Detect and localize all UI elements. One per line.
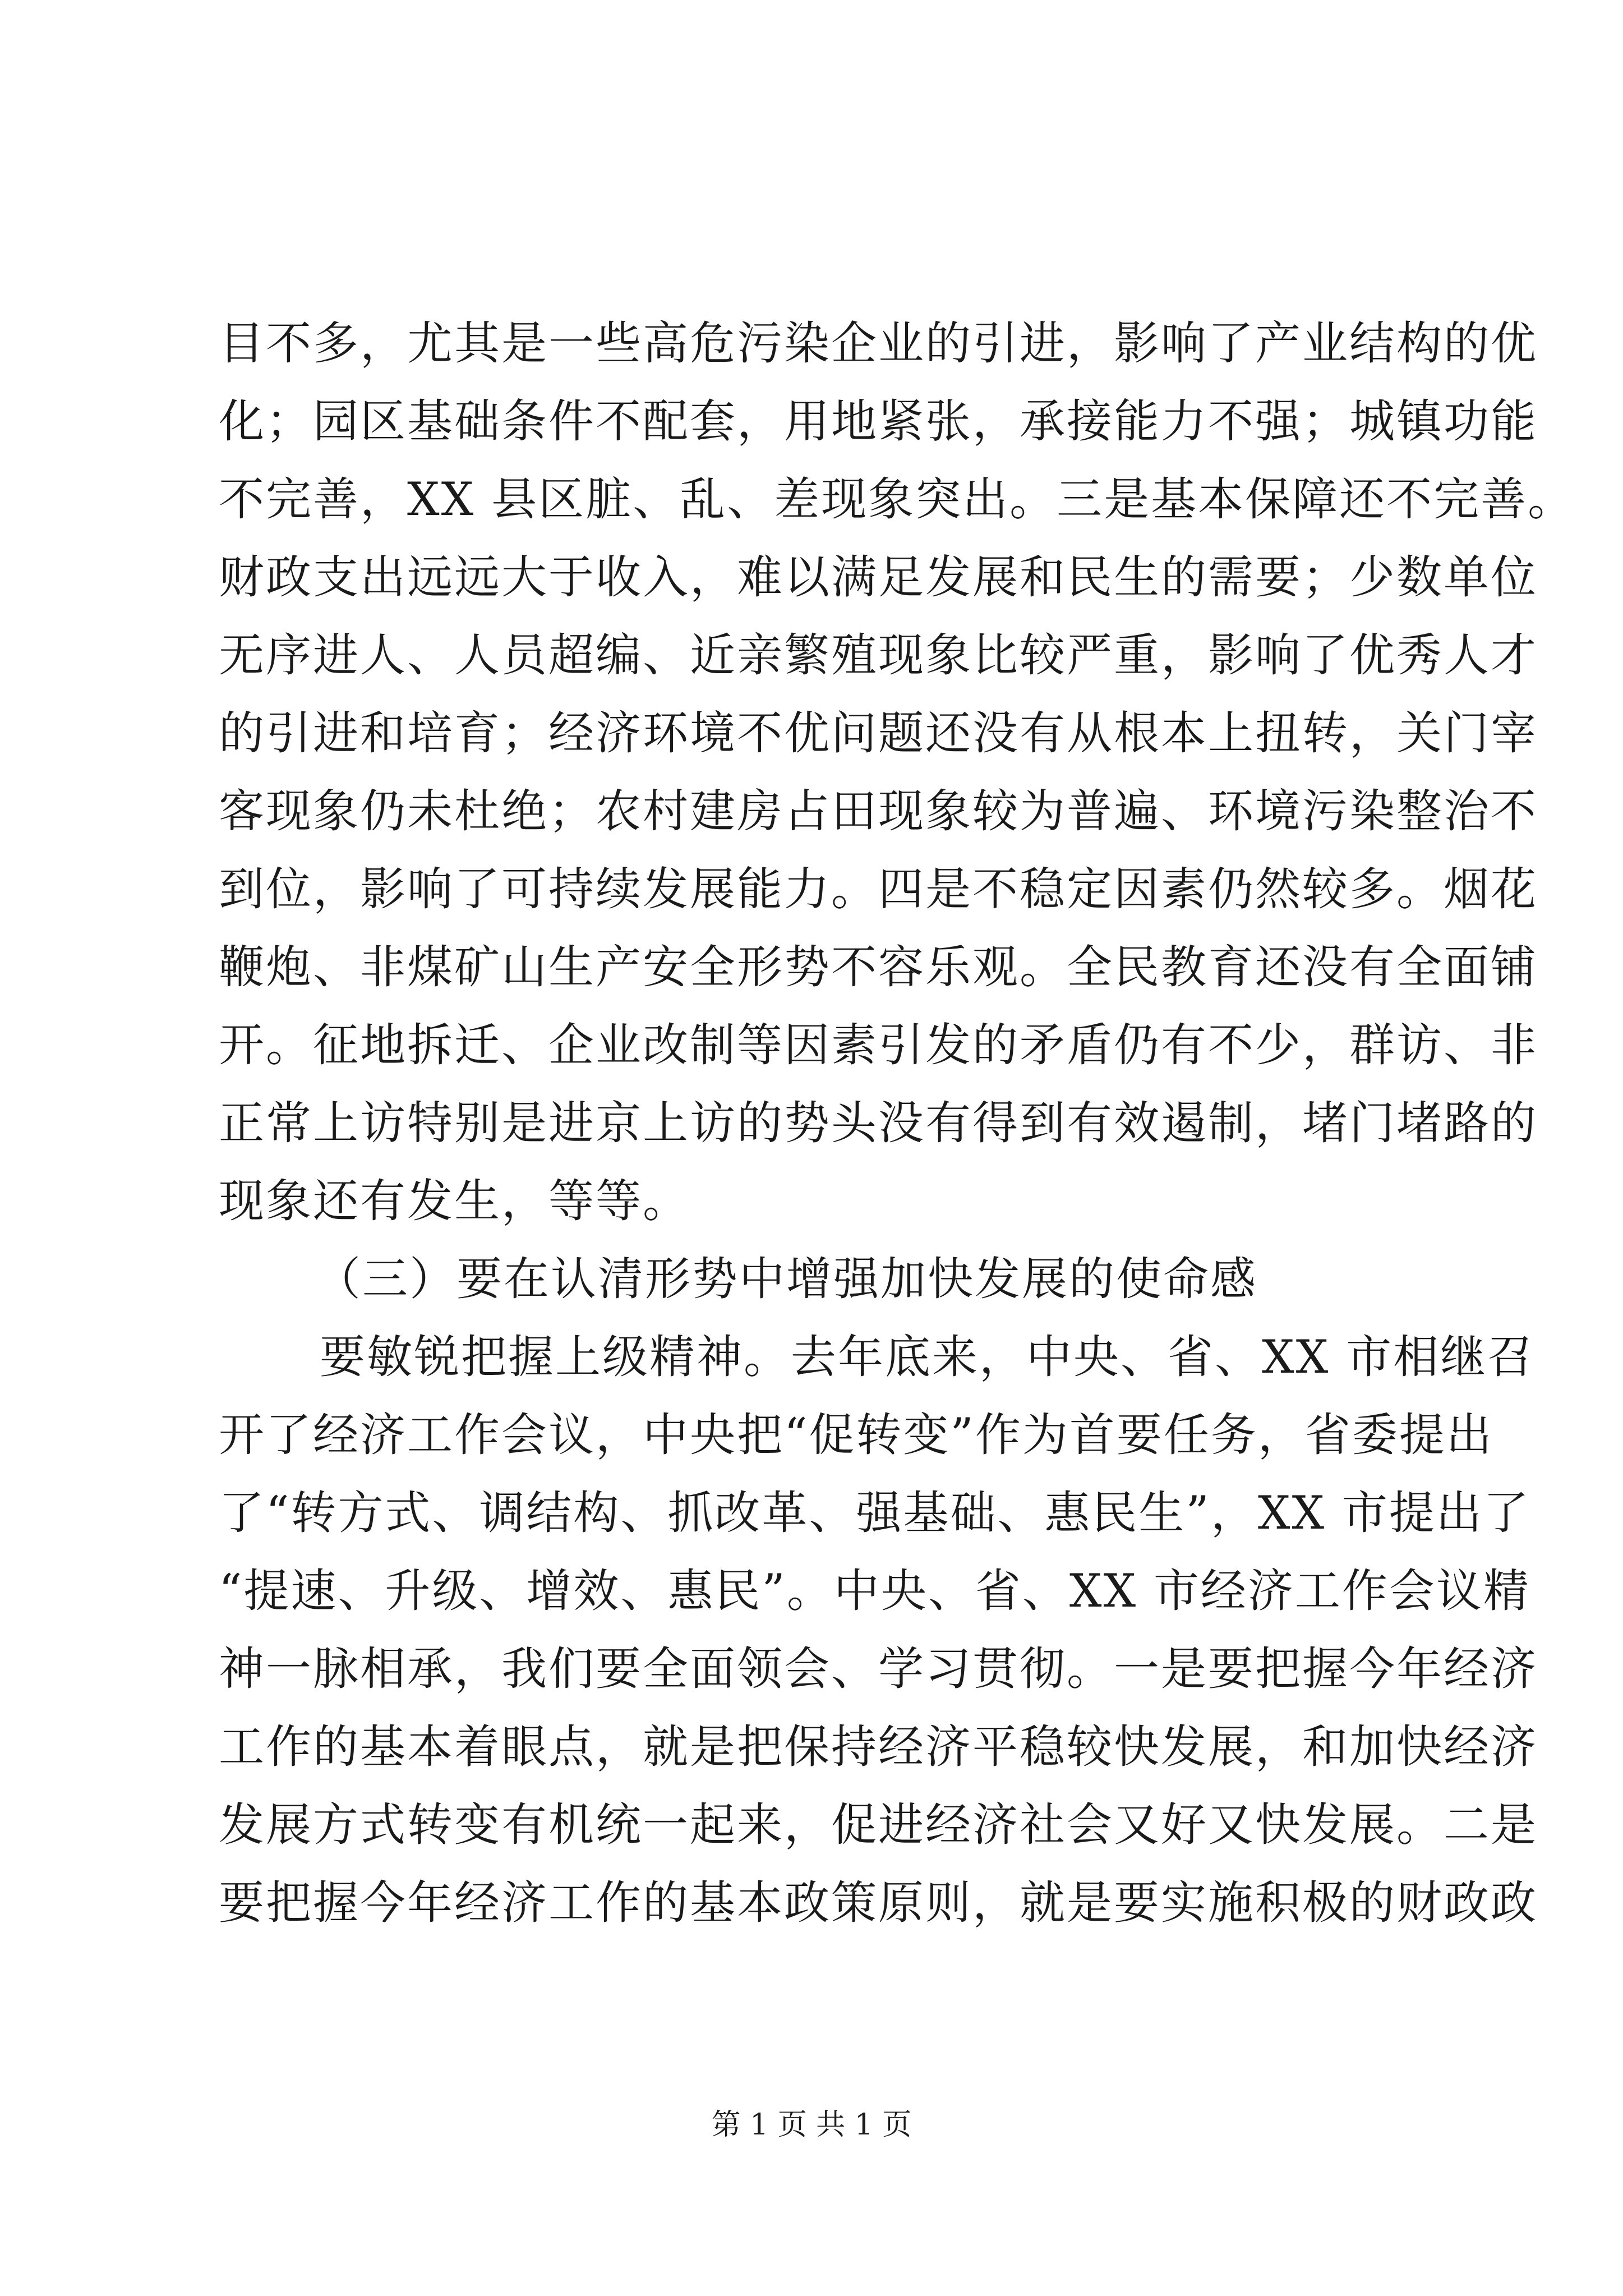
para2-line-7: 发展方式转变有机统一起来，促进经济社会又好又快发展。二是 xyxy=(219,1799,1538,1852)
body-line-5: 无序进人、人员超编、近亲繁殖现象比较严重，影响了优秀人才 xyxy=(219,629,1538,682)
body-line-12: 现象还有发生，等等。 xyxy=(219,1175,690,1228)
para2-line-8: 要把握今年经济工作的基本政策原则，就是要实施积极的财政政 xyxy=(219,1877,1538,1930)
body-line-6: 的引进和培育；经济环境不优问题还没有从根本上扭转，关门宰 xyxy=(219,707,1538,760)
section-heading: （三）要在认清形势中增强加快发展的使命感 xyxy=(315,1253,1258,1306)
body-line-2: 化；园区基础条件不配套，用地紧张，承接能力不强；城镇功能 xyxy=(219,395,1538,448)
para2-line-6: 工作的基本着眼点，就是把保持经济平稳较快发展，和加快经济 xyxy=(219,1721,1538,1774)
body-line-11: 正常上访特别是进京上访的势头没有得到有效遏制，堵门堵路的 xyxy=(219,1097,1538,1150)
para2-line-3: 了“转方式、调结构、抓改革、强基础、惠民生”，XX 市提出了 xyxy=(219,1487,1530,1540)
body-line-10: 开。征地拆迁、企业改制等因素引发的矛盾仍有不少，群访、非 xyxy=(219,1019,1538,1072)
para2-line-1: 要敏锐把握上级精神。去年底来，中央、省、XX 市相继召 xyxy=(320,1331,1535,1384)
para2-line-2: 开了经济工作会议，中央把“促转变”作为首要任务，省委提出 xyxy=(219,1409,1493,1462)
body-line-8: 到位，影响了可持续发展能力。四是不稳定因素仍然较多。烟花 xyxy=(219,863,1538,916)
body-line-3: 不完善，XX 县区脏、乱、差现象突出。三是基本保障还不完善。 xyxy=(219,473,1575,526)
body-line-4: 财政支出远远大于收入，难以满足发展和民生的需要；少数单位 xyxy=(219,551,1538,604)
body-line-1: 目不多，尤其是一些高危污染企业的引进，影响了产业结构的优 xyxy=(219,318,1538,370)
para2-line-4: “提速、升级、增效、惠民”。中央、省、XX 市经济工作会议精 xyxy=(219,1565,1530,1618)
body-line-9: 鞭炮、非煤矿山生产安全形势不容乐观。全民教育还没有全面铺 xyxy=(219,941,1538,994)
body-line-7: 客现象仍未杜绝；农村建房占田现象较为普遍、环境污染整治不 xyxy=(219,785,1538,838)
page-footer: 第 1 页 共 1 页 xyxy=(711,2108,912,2142)
para2-line-5: 神一脉相承，我们要全面领会、学习贯彻。一是要把握今年经济 xyxy=(219,1643,1538,1696)
